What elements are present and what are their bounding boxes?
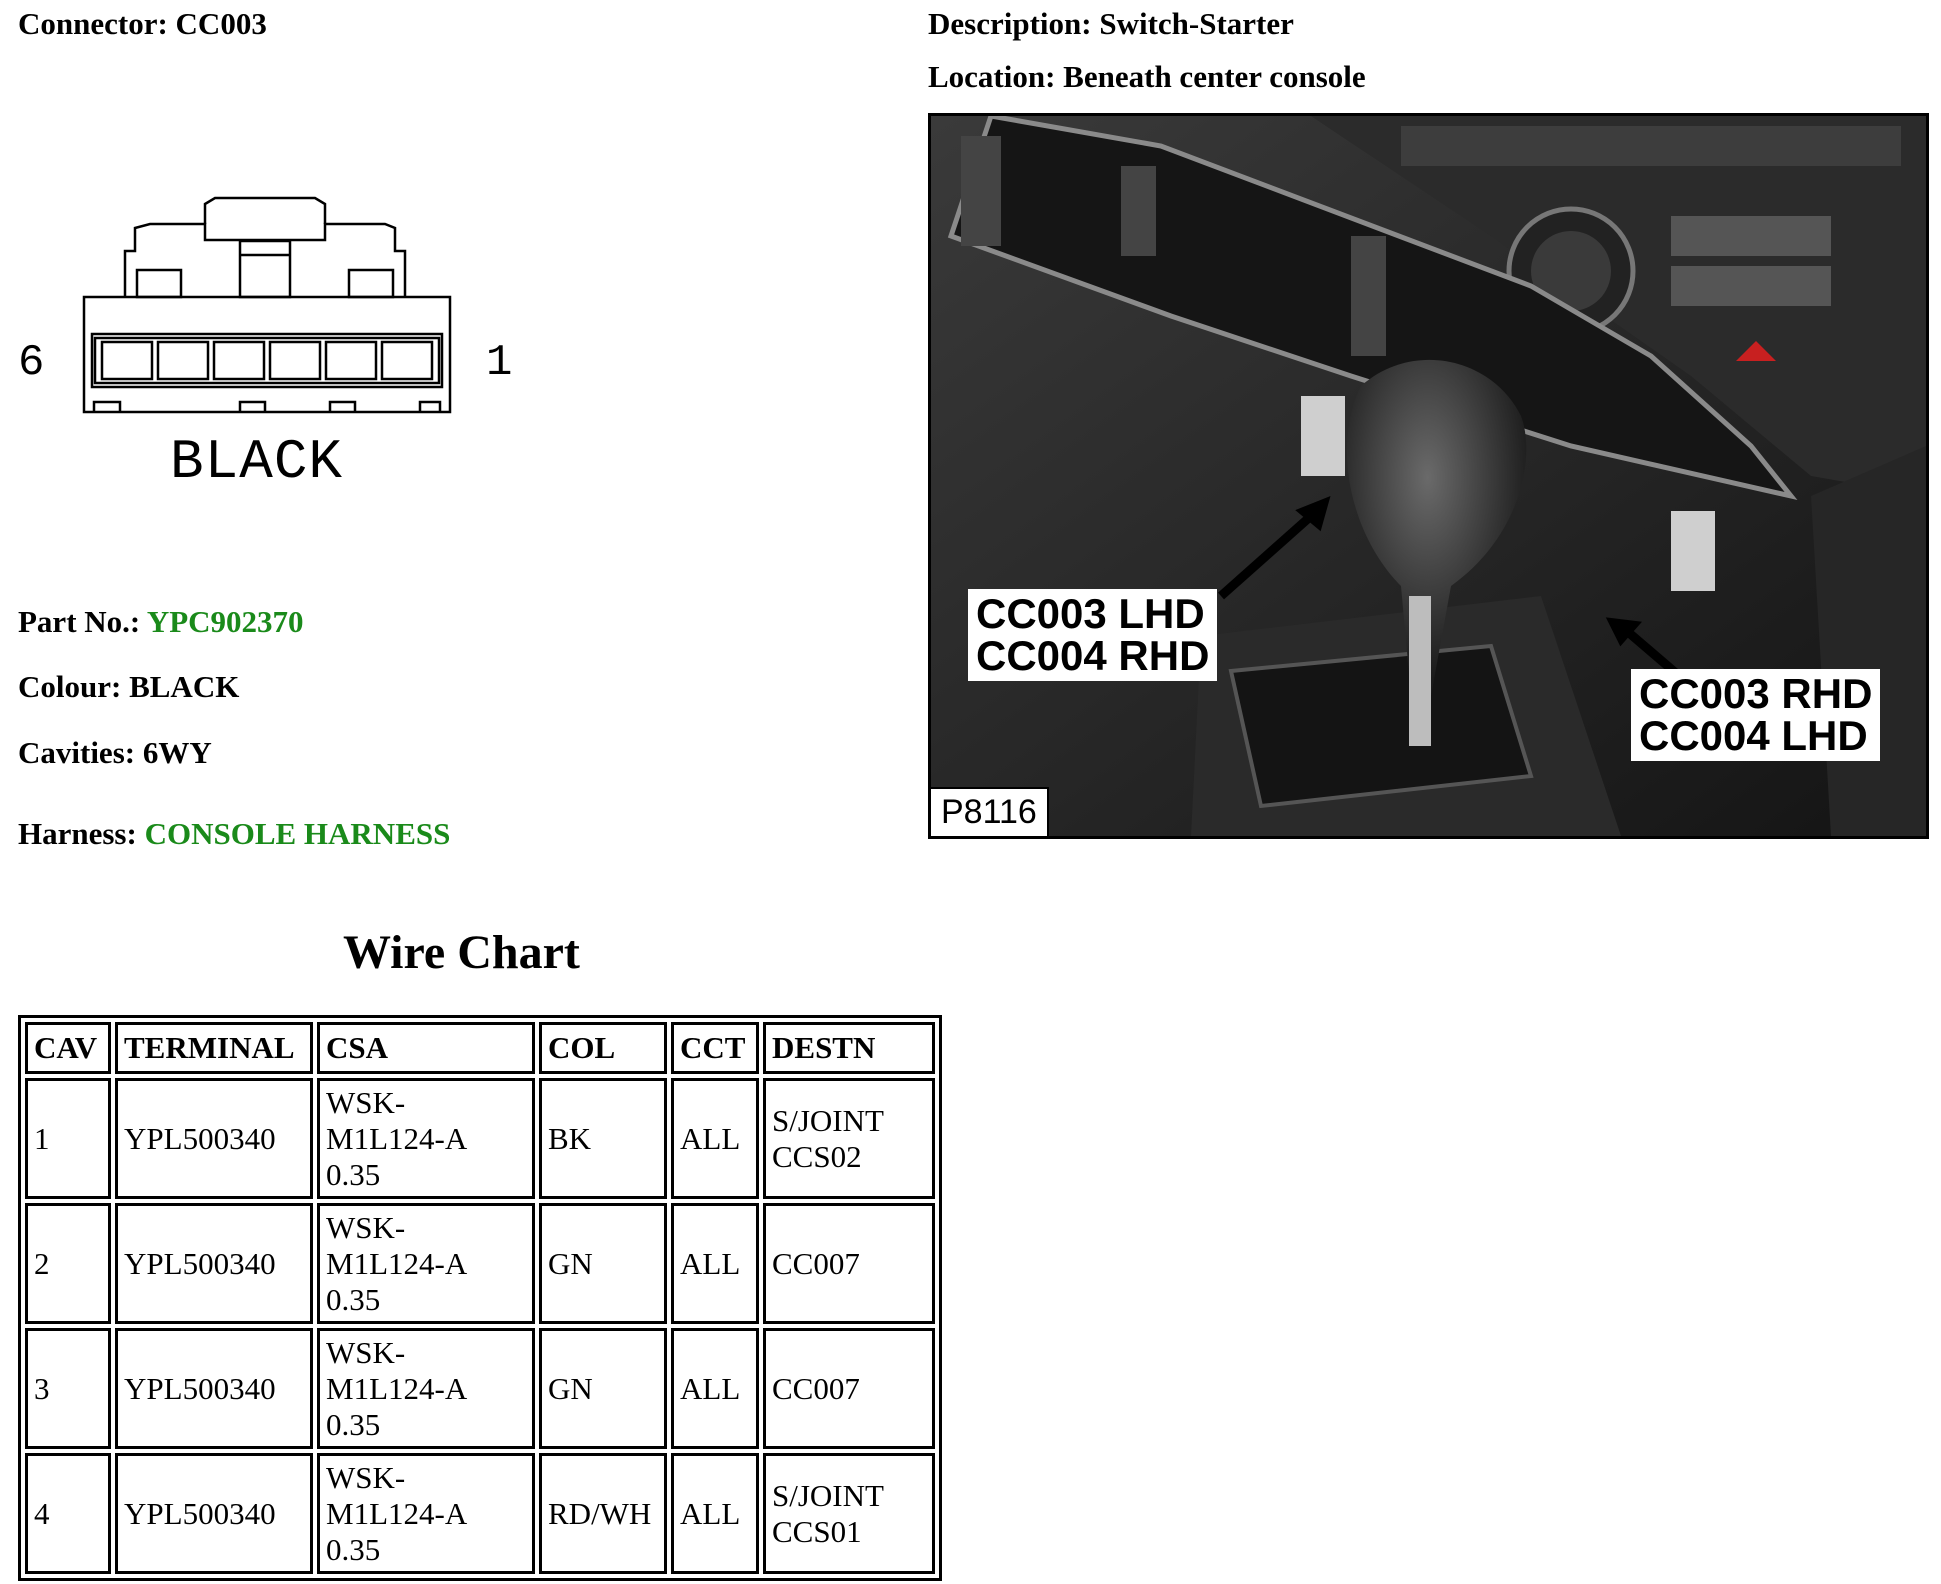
cell-terminal: YPL500340 (115, 1203, 313, 1324)
cell-cav: 4 (25, 1453, 111, 1574)
wire-chart-title: Wire Chart (343, 926, 580, 979)
column-header-destn: DESTN (763, 1022, 935, 1074)
connector-diagram (0, 180, 560, 520)
destn-line: CC007 (772, 1245, 860, 1281)
csa-line: 0.35 (326, 1156, 381, 1192)
description-label: Description: Switch-Starter (928, 6, 1294, 41)
cell-col: BK (539, 1078, 667, 1199)
column-header-col: COL (539, 1022, 667, 1074)
column-header-cav: CAV (25, 1022, 111, 1074)
cell-col: GN (539, 1328, 667, 1449)
cell-cav: 2 (25, 1203, 111, 1324)
cell-terminal: YPL500340 (115, 1078, 313, 1199)
column-header-csa: CSA (317, 1022, 535, 1074)
harness-link[interactable]: CONSOLE HARNESS (144, 816, 451, 851)
callout-left-line-2: CC004 RHD (976, 632, 1210, 679)
part-no-label: Part No.: (18, 604, 141, 639)
wire-chart-table (18, 1015, 942, 1581)
callout-right-line-1: CC003 RHD (1639, 670, 1873, 717)
table-header-row (25, 1022, 935, 1074)
cell-terminal: YPL500340 (115, 1328, 313, 1449)
csa-line: 0.35 (326, 1406, 381, 1442)
cell-cct: ALL (671, 1203, 759, 1324)
callout-left (968, 589, 1217, 681)
csa-line: M1L124-A (326, 1120, 468, 1156)
cell-csa (317, 1453, 535, 1574)
csa-line: 0.35 (326, 1281, 381, 1317)
location-photo (928, 113, 1929, 839)
cell-destn (763, 1078, 935, 1199)
cell-destn (763, 1203, 935, 1324)
connector-label: Connector: CC003 (18, 6, 267, 41)
csa-line: M1L124-A (326, 1245, 468, 1281)
location-label: Location: Beneath center console (928, 59, 1366, 94)
cell-destn (763, 1328, 935, 1449)
cell-col: GN (539, 1203, 667, 1324)
table-row (25, 1078, 935, 1199)
left-pin-number: 6 (18, 338, 45, 388)
part-no-link[interactable]: YPC902370 (146, 604, 304, 639)
cell-terminal: YPL500340 (115, 1453, 313, 1574)
table-row (25, 1203, 935, 1324)
cell-col: RD/WH (539, 1453, 667, 1574)
csa-line: WSK- (326, 1209, 406, 1245)
right-pin-number: 1 (486, 338, 513, 388)
connector-color-text: BLACK (170, 430, 344, 494)
csa-line: 0.35 (326, 1531, 381, 1567)
column-header-terminal: TERMINAL (115, 1022, 313, 1074)
csa-line: M1L124-A (326, 1495, 468, 1531)
destn-line: S/JOINT (772, 1477, 884, 1513)
colour-label: Colour: BLACK (18, 669, 240, 704)
cell-cct: ALL (671, 1453, 759, 1574)
csa-line: M1L124-A (326, 1370, 468, 1406)
callout-right (1631, 669, 1880, 761)
csa-line: WSK- (326, 1334, 406, 1370)
csa-line: WSK- (326, 1084, 406, 1120)
cell-csa (317, 1078, 535, 1199)
cavities-label: Cavities: 6WY (18, 735, 212, 770)
column-header-cct: CCT (671, 1022, 759, 1074)
table-row (25, 1453, 935, 1574)
photo-id-label: P8116 (931, 787, 1049, 836)
cell-destn (763, 1453, 935, 1574)
destn-line: CC007 (772, 1370, 860, 1406)
destn-line: CCS02 (772, 1138, 862, 1174)
destn-line: CCS01 (772, 1513, 862, 1549)
destn-line: S/JOINT (772, 1102, 884, 1138)
cell-cav: 3 (25, 1328, 111, 1449)
cell-csa (317, 1328, 535, 1449)
csa-line: WSK- (326, 1459, 406, 1495)
callout-right-line-2: CC004 LHD (1639, 712, 1868, 759)
harness-label: Harness: (18, 816, 137, 851)
part-no-row (18, 604, 304, 640)
callout-left-line-1: CC003 LHD (976, 590, 1205, 637)
cell-cct: ALL (671, 1078, 759, 1199)
table-row (25, 1328, 935, 1449)
harness-row (18, 816, 450, 852)
cell-csa (317, 1203, 535, 1324)
cell-cav: 1 (25, 1078, 111, 1199)
cell-cct: ALL (671, 1328, 759, 1449)
